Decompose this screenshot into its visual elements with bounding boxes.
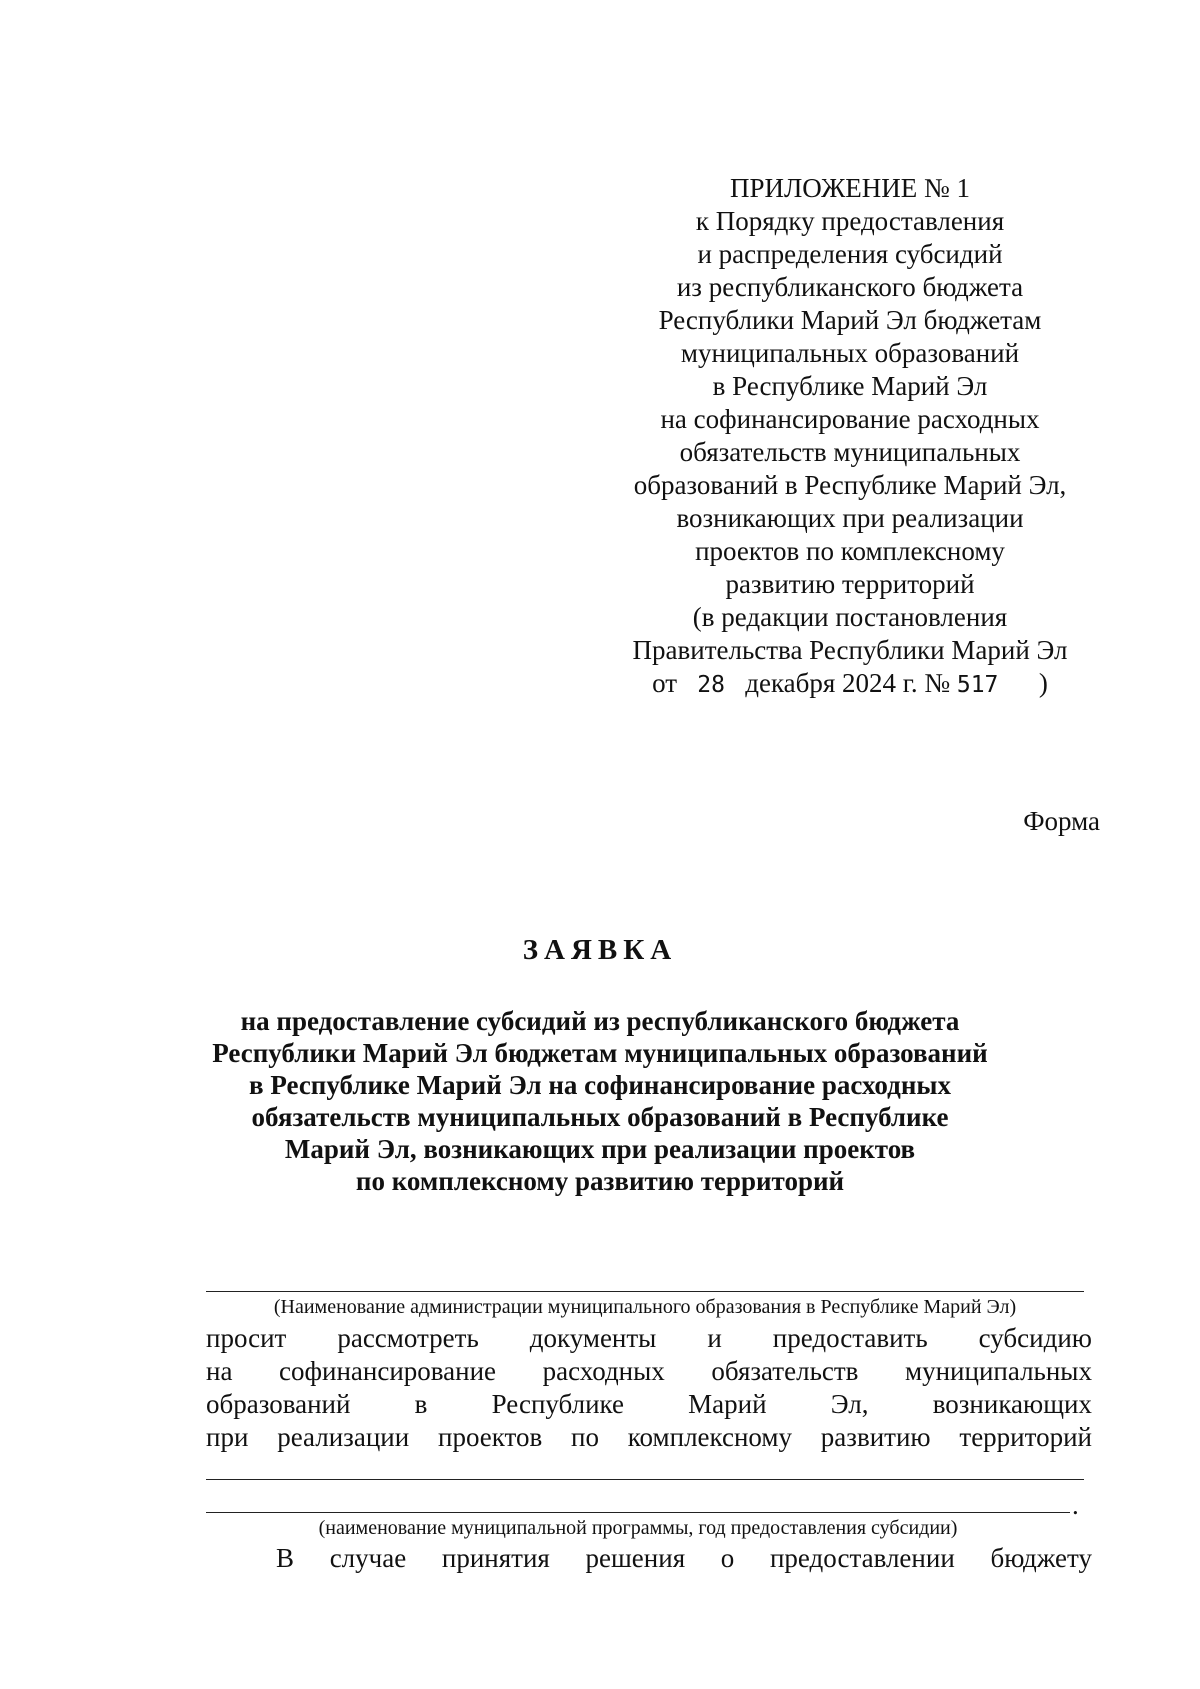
body-word: комплексному <box>627 1422 792 1452</box>
body-word: развитию <box>820 1422 931 1452</box>
subtitle-line: в Республике Марий Эл на софинансирование расходных <box>249 1070 951 1100</box>
body-word: В <box>276 1543 295 1573</box>
date-day: 28 <box>697 672 725 698</box>
body-word: случае <box>329 1543 407 1573</box>
body-word: возникающих <box>932 1389 1092 1419</box>
subtitle-line: Марий Эл, возникающих при реализации проектов <box>284 1134 916 1164</box>
body-word: субсидию <box>978 1323 1092 1353</box>
appendix-line: к Порядку предоставления <box>695 206 1005 236</box>
appendix-line: и распределения субсидий <box>697 239 1003 269</box>
appendix-line: Республики Марий Эл бюджетам <box>658 305 1042 335</box>
body-line-2 <box>206 1355 1092 1388</box>
date-month-year: декабря 2024 г. № <box>745 668 951 698</box>
body-word: Эл, <box>830 1389 869 1419</box>
body-word: и <box>707 1323 722 1353</box>
body-word: Республике <box>491 1389 624 1419</box>
appendix-line: образований в Республике Марий Эл, <box>633 470 1067 500</box>
body-word: территорий <box>959 1422 1092 1452</box>
body-word: реализации <box>277 1422 410 1452</box>
body-word: предоставлении <box>769 1543 955 1573</box>
subtitle-line: по комплексному развитию территорий <box>355 1166 845 1196</box>
appendix-line: (в редакции постановления <box>692 602 1008 632</box>
body-word: в <box>414 1389 428 1419</box>
body-word: документы <box>529 1323 657 1353</box>
subtitle-line: обязательств муниципальных образований в Республике <box>251 1102 949 1132</box>
appendix-line: муниципальных образований <box>680 338 1020 368</box>
body-word: образований <box>206 1389 351 1419</box>
program-caption: (наименование муниципальной программы, год предоставления субсидии) <box>318 1517 958 1539</box>
body-word: софинансирование <box>279 1356 497 1386</box>
resolution-number: 517 <box>956 672 999 698</box>
body-word: обязательств <box>711 1356 859 1386</box>
body-line-5 <box>276 1542 1092 1575</box>
subtitle-line: Республики Марий Эл бюджетам муниципальных образований <box>212 1038 988 1068</box>
administration-name-blank[interactable] <box>206 1291 1084 1292</box>
body-word: бюджету <box>990 1543 1092 1573</box>
body-line-1 <box>206 1322 1092 1355</box>
administration-caption: (Наименование администрации муниципального образования в Республике Марий Эл) <box>273 1296 1017 1318</box>
body-word: просит <box>206 1323 287 1353</box>
program-period: . <box>1072 1490 1079 1520</box>
body-word: по <box>571 1422 599 1452</box>
program-name-blank-2[interactable] <box>206 1512 1070 1513</box>
document-subtitle <box>150 1005 1050 1197</box>
body-line-3 <box>206 1388 1092 1421</box>
body-word: расходных <box>542 1356 665 1386</box>
appendix-line: на софинансирование расходных <box>660 404 1040 434</box>
document-title: ЗАЯВКА <box>522 934 678 966</box>
body-word: муниципальных <box>905 1356 1092 1386</box>
appendix-line: Правительства Республики Марий Эл <box>632 635 1068 665</box>
body-word: Марий <box>688 1389 767 1419</box>
body-word: рассмотреть <box>337 1323 479 1353</box>
subtitle-line: на предоставление субсидий из республиканского бюджета <box>240 1006 960 1036</box>
body-word: на <box>206 1356 233 1386</box>
appendix-line: ПРИЛОЖЕНИЕ № 1 <box>729 173 971 203</box>
form-label: Форма <box>1023 806 1100 836</box>
body-word: при <box>206 1422 249 1452</box>
program-name-blank-1[interactable] <box>206 1479 1084 1480</box>
body-word: принятия <box>441 1543 550 1573</box>
appendix-line: возникающих при реализации <box>676 503 1024 533</box>
body-word: предоставить <box>772 1323 928 1353</box>
appendix-header <box>600 172 1100 702</box>
appendix-line: в Республике Марий Эл <box>712 371 988 401</box>
body-line-4 <box>206 1421 1092 1454</box>
body-word: проектов <box>438 1422 543 1452</box>
appendix-line: проектов по комплексному <box>695 536 1005 566</box>
appendix-line: развитию территорий <box>725 569 975 599</box>
body-word: решения <box>585 1543 686 1573</box>
appendix-line: обязательств муниципальных <box>679 437 1021 467</box>
body-word: о <box>720 1543 735 1573</box>
resolution-date-line <box>600 667 1100 702</box>
appendix-line: из республиканского бюджета <box>676 272 1024 302</box>
date-suffix: ) <box>1038 668 1048 698</box>
date-prefix: от <box>652 668 678 698</box>
